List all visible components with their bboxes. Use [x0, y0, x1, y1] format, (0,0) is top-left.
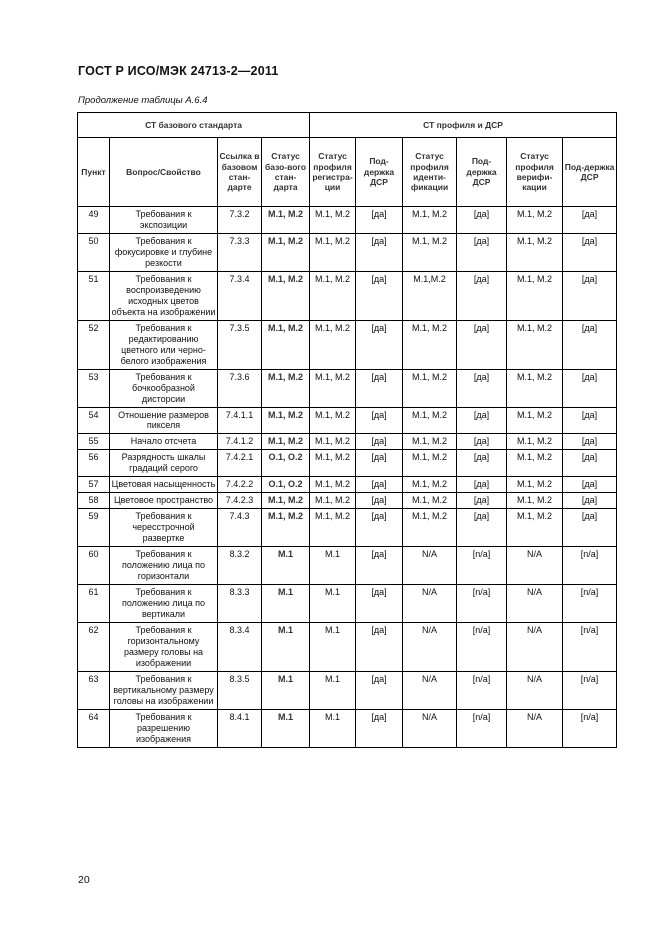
col-header-num: Пункт	[78, 138, 110, 207]
page-number: 20	[78, 874, 90, 886]
row-id-support: [да]	[457, 407, 507, 434]
row-question: Требования к положению лица по вертикали	[110, 585, 218, 623]
table-row	[78, 671, 617, 709]
row-ref: 7.4.3	[218, 509, 262, 547]
row-id-support: [n/a]	[457, 709, 507, 747]
table-row	[78, 477, 617, 493]
row-ver-status: M.1, M.2	[507, 477, 563, 493]
row-id-status: N/A	[403, 547, 457, 585]
group-header-base: СТ базового стандарта	[78, 113, 310, 138]
table-row	[78, 434, 617, 450]
row-reg-status: M.1, M.2	[310, 207, 356, 234]
row-reg-support: [да]	[356, 434, 403, 450]
row-ref: 7.3.2	[218, 207, 262, 234]
row-reg-status: M.1, M.2	[310, 271, 356, 320]
row-reg-status: M.1, M.2	[310, 320, 356, 369]
row-ref: 8.3.2	[218, 547, 262, 585]
row-ver-support: [n/a]	[563, 671, 617, 709]
row-id-status: N/A	[403, 671, 457, 709]
row-base-status: M.1	[262, 585, 310, 623]
row-reg-support: [да]	[356, 709, 403, 747]
row-ref: 7.3.3	[218, 233, 262, 271]
row-reg-status: M.1	[310, 671, 356, 709]
document-title: ГОСТ Р ИСО/МЭК 24713-2—2011	[78, 64, 279, 78]
row-id-support: [да]	[457, 233, 507, 271]
group-header-profile: СТ профиля и ДСР	[310, 113, 617, 138]
row-question: Отношение размеров пикселя	[110, 407, 218, 434]
row-id-status: M.1, M.2	[403, 407, 457, 434]
row-ver-support: [да]	[563, 207, 617, 234]
table-row	[78, 623, 617, 672]
table-caption: Продолжение таблицы A.6.4	[78, 95, 208, 106]
row-id-status: M.1, M.2	[403, 207, 457, 234]
row-ver-status: M.1, M.2	[507, 434, 563, 450]
row-ver-support: [n/a]	[563, 585, 617, 623]
row-ver-support: [n/a]	[563, 709, 617, 747]
row-base-status: M.1, M.2	[262, 493, 310, 509]
row-question: Разрядность шкалы градаций серого	[110, 450, 218, 477]
row-num: 63	[78, 671, 110, 709]
row-id-support: [да]	[457, 477, 507, 493]
row-question: Требования к воспроизведению исходных цветов объекта на изображении	[110, 271, 218, 320]
row-ver-support: [n/a]	[563, 547, 617, 585]
row-ver-status: N/A	[507, 709, 563, 747]
row-base-status: M.1, M.2	[262, 233, 310, 271]
row-ver-support: [да]	[563, 271, 617, 320]
table-row	[78, 369, 617, 407]
row-id-status: M.1, M.2	[403, 477, 457, 493]
row-num: 50	[78, 233, 110, 271]
row-reg-status: M.1	[310, 585, 356, 623]
row-ref: 7.4.2.1	[218, 450, 262, 477]
row-ver-status: N/A	[507, 671, 563, 709]
row-id-status: M.1, M.2	[403, 434, 457, 450]
row-ver-status: M.1, M.2	[507, 450, 563, 477]
row-reg-support: [да]	[356, 450, 403, 477]
row-ver-status: M.1, M.2	[507, 493, 563, 509]
row-reg-support: [да]	[356, 233, 403, 271]
row-num: 57	[78, 477, 110, 493]
row-ref: 7.3.6	[218, 369, 262, 407]
table-row	[78, 407, 617, 434]
row-ref: 8.4.1	[218, 709, 262, 747]
row-id-support: [да]	[457, 493, 507, 509]
col-header-question: Вопрос/Свойство	[110, 138, 218, 207]
table-row	[78, 271, 617, 320]
row-reg-status: M.1, M.2	[310, 493, 356, 509]
row-ref: 7.4.2.3	[218, 493, 262, 509]
row-reg-status: M.1, M.2	[310, 477, 356, 493]
row-base-status: M.1, M.2	[262, 207, 310, 234]
row-num: 61	[78, 585, 110, 623]
row-ver-status: N/A	[507, 585, 563, 623]
row-ver-status: M.1, M.2	[507, 369, 563, 407]
table-row	[78, 493, 617, 509]
table-body	[78, 207, 617, 748]
row-num: 56	[78, 450, 110, 477]
col-header-ref: Ссылка в базовом стан-дарте	[218, 138, 262, 207]
row-question: Требования к редактированию цветного или черно-белого изображения	[110, 320, 218, 369]
table-row	[78, 509, 617, 547]
table-row	[78, 547, 617, 585]
row-id-support: [да]	[457, 207, 507, 234]
standards-table	[77, 112, 617, 748]
row-id-status: N/A	[403, 709, 457, 747]
row-num: 58	[78, 493, 110, 509]
row-id-status: M.1, M.2	[403, 493, 457, 509]
row-ver-status: M.1, M.2	[507, 271, 563, 320]
row-base-status: O.1, O.2	[262, 477, 310, 493]
col-header-reg-support: Под-держка ДСР	[356, 138, 403, 207]
row-ver-support: [да]	[563, 369, 617, 407]
row-question: Начало отсчета	[110, 434, 218, 450]
row-reg-support: [да]	[356, 320, 403, 369]
col-header-ver-support: Под-держка ДСР	[563, 138, 617, 207]
row-reg-status: M.1, M.2	[310, 434, 356, 450]
col-header-reg-status: Статус профиля регистра-ции	[310, 138, 356, 207]
col-header-id-status: Статус профиля иденти-фикации	[403, 138, 457, 207]
row-num: 64	[78, 709, 110, 747]
table-row	[78, 233, 617, 271]
row-ref: 8.3.4	[218, 623, 262, 672]
row-ref: 7.4.1.1	[218, 407, 262, 434]
row-question: Требования к горизонтальному размеру головы на изображении	[110, 623, 218, 672]
row-question: Требования к фокусировке и глубине резкости	[110, 233, 218, 271]
row-num: 60	[78, 547, 110, 585]
row-base-status: M.1, M.2	[262, 320, 310, 369]
row-ref: 7.4.2.2	[218, 477, 262, 493]
row-ver-status: M.1, M.2	[507, 509, 563, 547]
row-question: Требования к чересстрочной развертке	[110, 509, 218, 547]
row-id-support: [n/a]	[457, 671, 507, 709]
row-question: Цветовая насыщенность	[110, 477, 218, 493]
row-id-support: [да]	[457, 320, 507, 369]
row-base-status: M.1, M.2	[262, 407, 310, 434]
row-question: Требования к разрешению изображения	[110, 709, 218, 747]
row-base-status: M.1	[262, 709, 310, 747]
row-id-status: M.1, M.2	[403, 369, 457, 407]
row-id-status: M.1, M.2	[403, 509, 457, 547]
row-ver-support: [да]	[563, 509, 617, 547]
row-id-support: [да]	[457, 271, 507, 320]
row-question: Требования к бочкообразной дисторсии	[110, 369, 218, 407]
table-row	[78, 585, 617, 623]
row-base-status: O.1, O.2	[262, 450, 310, 477]
row-base-status: M.1, M.2	[262, 509, 310, 547]
row-reg-support: [да]	[356, 271, 403, 320]
row-question: Требования к экспозиции	[110, 207, 218, 234]
row-ref: 8.3.3	[218, 585, 262, 623]
row-ver-support: [да]	[563, 450, 617, 477]
row-num: 54	[78, 407, 110, 434]
row-question: Требования к вертикальному размеру головы на изображении	[110, 671, 218, 709]
row-num: 62	[78, 623, 110, 672]
row-ver-support: [да]	[563, 477, 617, 493]
table-row	[78, 709, 617, 747]
row-num: 52	[78, 320, 110, 369]
row-id-status: M.1,M.2	[403, 271, 457, 320]
row-id-support: [да]	[457, 434, 507, 450]
row-num: 49	[78, 207, 110, 234]
row-question: Требования к положению лица по горизонтали	[110, 547, 218, 585]
col-header-id-support: Под-держка ДСР	[457, 138, 507, 207]
row-reg-status: M.1	[310, 623, 356, 672]
row-ref: 7.4.1.2	[218, 434, 262, 450]
row-reg-support: [да]	[356, 477, 403, 493]
row-ver-status: M.1, M.2	[507, 407, 563, 434]
row-base-status: M.1	[262, 547, 310, 585]
row-ver-support: [да]	[563, 493, 617, 509]
row-reg-status: M.1, M.2	[310, 450, 356, 477]
row-reg-support: [да]	[356, 369, 403, 407]
row-id-support: [n/a]	[457, 585, 507, 623]
row-base-status: M.1	[262, 623, 310, 672]
row-reg-support: [да]	[356, 623, 403, 672]
col-header-base-status: Статус базо-вого стан-дарта	[262, 138, 310, 207]
row-ref: 7.3.5	[218, 320, 262, 369]
row-ver-support: [да]	[563, 434, 617, 450]
row-id-support: [да]	[457, 369, 507, 407]
row-ref: 7.3.4	[218, 271, 262, 320]
row-base-status: M.1, M.2	[262, 271, 310, 320]
row-id-support: [n/a]	[457, 547, 507, 585]
row-ver-support: [да]	[563, 407, 617, 434]
row-reg-status: M.1, M.2	[310, 369, 356, 407]
row-id-status: M.1, M.2	[403, 320, 457, 369]
row-ver-status: M.1, M.2	[507, 233, 563, 271]
row-ref: 8.3.5	[218, 671, 262, 709]
row-reg-support: [да]	[356, 493, 403, 509]
row-base-status: M.1, M.2	[262, 434, 310, 450]
row-reg-support: [да]	[356, 407, 403, 434]
row-num: 53	[78, 369, 110, 407]
row-reg-support: [да]	[356, 585, 403, 623]
row-ver-status: N/A	[507, 623, 563, 672]
table-row	[78, 207, 617, 234]
row-base-status: M.1, M.2	[262, 369, 310, 407]
row-reg-status: M.1	[310, 709, 356, 747]
row-ver-support: [да]	[563, 233, 617, 271]
row-id-status: N/A	[403, 623, 457, 672]
row-reg-status: M.1	[310, 547, 356, 585]
row-id-support: [n/a]	[457, 623, 507, 672]
row-ver-status: M.1, M.2	[507, 320, 563, 369]
table-row	[78, 320, 617, 369]
row-reg-support: [да]	[356, 207, 403, 234]
row-ver-status: M.1, M.2	[507, 207, 563, 234]
row-id-status: M.1, M.2	[403, 450, 457, 477]
col-header-ver-status: Статус профиля верифи-кации	[507, 138, 563, 207]
row-num: 55	[78, 434, 110, 450]
row-num: 51	[78, 271, 110, 320]
row-id-support: [да]	[457, 450, 507, 477]
table-row	[78, 450, 617, 477]
row-reg-status: M.1, M.2	[310, 233, 356, 271]
row-id-status: M.1, M.2	[403, 233, 457, 271]
row-id-support: [да]	[457, 509, 507, 547]
row-ver-support: [да]	[563, 320, 617, 369]
row-num: 59	[78, 509, 110, 547]
row-reg-status: M.1, M.2	[310, 407, 356, 434]
row-reg-status: M.1, M.2	[310, 509, 356, 547]
row-ver-status: N/A	[507, 547, 563, 585]
row-question: Цветовое пространство	[110, 493, 218, 509]
row-reg-support: [да]	[356, 509, 403, 547]
row-ver-support: [n/a]	[563, 623, 617, 672]
row-id-status: N/A	[403, 585, 457, 623]
row-reg-support: [да]	[356, 547, 403, 585]
row-reg-support: [да]	[356, 671, 403, 709]
row-base-status: M.1	[262, 671, 310, 709]
